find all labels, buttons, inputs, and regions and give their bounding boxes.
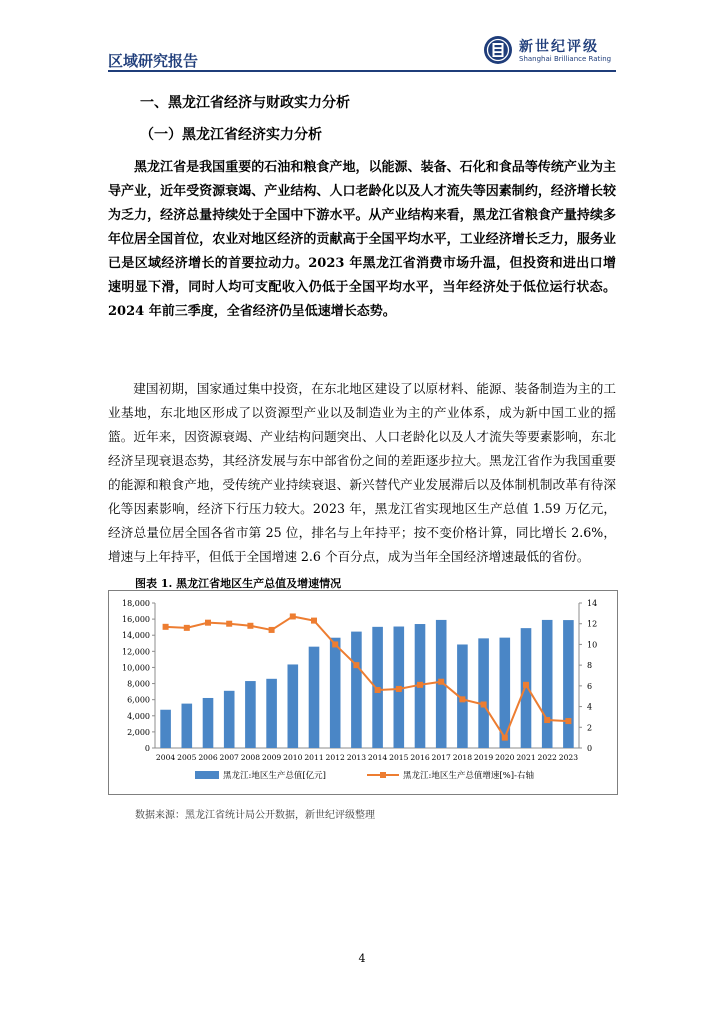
x-axis-tick-label: 2021 [516, 753, 536, 762]
x-axis-tick-label: 2011 [304, 753, 324, 762]
gdp-bar [266, 679, 277, 748]
right-axis-tick-label: 2 [587, 723, 593, 733]
gdp-bar [224, 691, 235, 748]
gdp-bar [160, 710, 171, 748]
gdp-bar [478, 638, 489, 748]
growth-rate-point [205, 620, 211, 626]
body-paragraph: 建国初期，国家通过集中投资，在东北地区建设了以原材料、能源、装备制造为主的工业基地，东北地区形成了以资源型产业以及制造业为主的产业体系，成为新中国工业的摇篮。近年来，因资源衰竭、产业结构问题突出、人口老龄化以及人才流失等要素影响，东北经济呈现衰退态势，其经济发展与东中部省份之间的差距逐步拉大。黑龙江省作为我国重要的能源和粮食产地，受传统产业持续衰退、新兴替代产业发展滞后以及体制机制改革有待深化等因素影响，经济下行压力较大。2023 年，黑龙江省实现地区生产总值 1.59 万亿元，经济总量位居全国各省市第 25 位，排名与上年持平；按不变价格计算，同比增长 2.6%，增速与上年持平，但低于全国增速 2.6 个百分点，成为当年全国经济增速最低的省份。 [108, 381, 616, 564]
gdp-bar [351, 632, 362, 748]
gdp-chart-frame [108, 590, 618, 795]
logo-emblem-icon [483, 35, 513, 65]
header-divider [108, 70, 616, 72]
x-axis-tick-label: 2013 [346, 753, 367, 762]
right-axis-tick-label: 12 [587, 619, 598, 629]
left-axis-tick-label: 12,000 [122, 647, 150, 657]
growth-rate-point [481, 702, 487, 708]
x-axis-tick-label: 2020 [495, 753, 515, 762]
legend-line-label: 黑龙江:地区生产总值增速[%]-右轴 [403, 771, 534, 781]
left-axis-tick-label: 14,000 [122, 631, 150, 641]
growth-rate-point [269, 627, 275, 633]
x-axis-tick-label: 2016 [410, 753, 430, 762]
growth-rate-point [332, 641, 338, 647]
gdp-bar [288, 664, 299, 748]
right-axis-tick-label: 4 [587, 702, 593, 712]
section-heading: 一、黑龙江省经济与财政实力分析 [140, 95, 350, 111]
growth-rate-point [226, 621, 232, 627]
left-axis-tick-label: 8,000 [127, 679, 150, 689]
x-axis-tick-label: 2023 [558, 753, 579, 762]
growth-rate-point [523, 682, 529, 688]
x-axis-tick-label: 2007 [219, 753, 239, 762]
left-axis-tick-label: 16,000 [122, 615, 150, 625]
logo-english-name: Shanghai Brilliance Rating [519, 55, 612, 63]
left-axis-tick-label: 0 [144, 744, 150, 753]
right-axis-tick-label: 0 [587, 744, 593, 753]
x-axis-tick-label: 2009 [261, 753, 282, 762]
figure-caption: 图表 1. 黑龙江省地区生产总值及增速情况 [135, 577, 342, 590]
x-axis-tick-label: 2022 [537, 753, 557, 762]
right-axis-tick-label: 6 [587, 681, 593, 691]
right-axis-tick-label: 14 [587, 599, 598, 608]
x-axis-tick-label: 2019 [473, 753, 494, 762]
subsection-heading: （一）黑龙江省经济实力分析 [140, 127, 322, 143]
gdp-bar [330, 638, 341, 748]
logo-chinese-name: 新世纪评级 [519, 39, 599, 55]
summary-paragraph: 黑龙江省是我国重要的石油和粮食产地，以能源、装备、石化和食品等传统产业为主导产业，近年受资源衰竭、产业结构、人口老龄化以及人才流失等因素制约，经济增长较为乏力，经济总量持续处于全国中下游水平。从产业结构来看，黑龙江省粮食产量持续多年位居全国首位，农业对地区经济的贡献高于全国平均水平，工业经济增长乏力，服务业已是区域经济增长的首要拉动力。2023 年黑龙江省消费市场升温，但投资和进出口增速明显下滑，同时人均可支配收入仍低于全国平均水平，当年经济处于低位运行状态。2024 年前三季度，全省经济仍呈低速增长态势。 [108, 160, 616, 319]
growth-rate-point [565, 718, 571, 724]
growth-rate-point [375, 687, 381, 693]
x-axis-tick-label: 2014 [367, 753, 388, 762]
left-axis-tick-label: 6,000 [127, 695, 150, 705]
legend-bar-label: 黑龙江:地区生产总值[亿元] [223, 771, 326, 781]
data-source-note: 数据来源：黑龙江省统计局公开数据，新世纪评级整理 [135, 810, 375, 821]
growth-rate-point [544, 717, 550, 723]
left-axis-tick-label: 10,000 [122, 663, 150, 673]
growth-rate-point [290, 613, 296, 619]
gdp-chart [109, 591, 617, 794]
gdp-bar [542, 620, 553, 748]
gdp-bar [563, 620, 574, 748]
brand-logo [483, 34, 623, 68]
growth-rate-point [163, 624, 169, 630]
x-axis-tick-label: 2006 [198, 753, 218, 762]
x-axis-tick-label: 2010 [283, 753, 303, 762]
legend-bar-swatch [195, 771, 219, 779]
gdp-bar [203, 698, 214, 748]
growth-rate-point [311, 618, 317, 624]
growth-rate-point [247, 623, 253, 629]
growth-rate-point [438, 679, 444, 685]
x-axis-tick-label: 2005 [177, 753, 197, 762]
gdp-bar [521, 628, 532, 748]
left-axis-tick-label: 18,000 [122, 599, 150, 608]
right-axis-tick-label: 8 [587, 661, 593, 671]
growth-rate-point [353, 662, 359, 668]
page-number: 4 [358, 952, 366, 965]
x-axis-tick-label: 2017 [431, 753, 451, 762]
x-axis-tick-label: 2012 [325, 753, 345, 762]
growth-rate-point [396, 686, 402, 692]
growth-rate-point [184, 625, 190, 631]
x-axis-tick-label: 2008 [240, 753, 261, 762]
gdp-bar [245, 681, 256, 748]
left-axis-tick-label: 2,000 [127, 727, 150, 737]
x-axis-tick-label: 2004 [155, 753, 176, 762]
left-axis-tick-label: 4,000 [127, 711, 150, 721]
growth-rate-point [417, 682, 423, 688]
legend-line-marker [380, 772, 386, 778]
x-axis-tick-label: 2015 [389, 753, 409, 762]
gdp-bar [182, 704, 193, 748]
right-axis-tick-label: 10 [587, 640, 598, 650]
report-category-title: 区域研究报告 [108, 52, 199, 70]
growth-rate-point [459, 696, 465, 702]
gdp-bar [309, 647, 320, 748]
x-axis-tick-label: 2018 [452, 753, 473, 762]
growth-rate-point [502, 735, 508, 741]
